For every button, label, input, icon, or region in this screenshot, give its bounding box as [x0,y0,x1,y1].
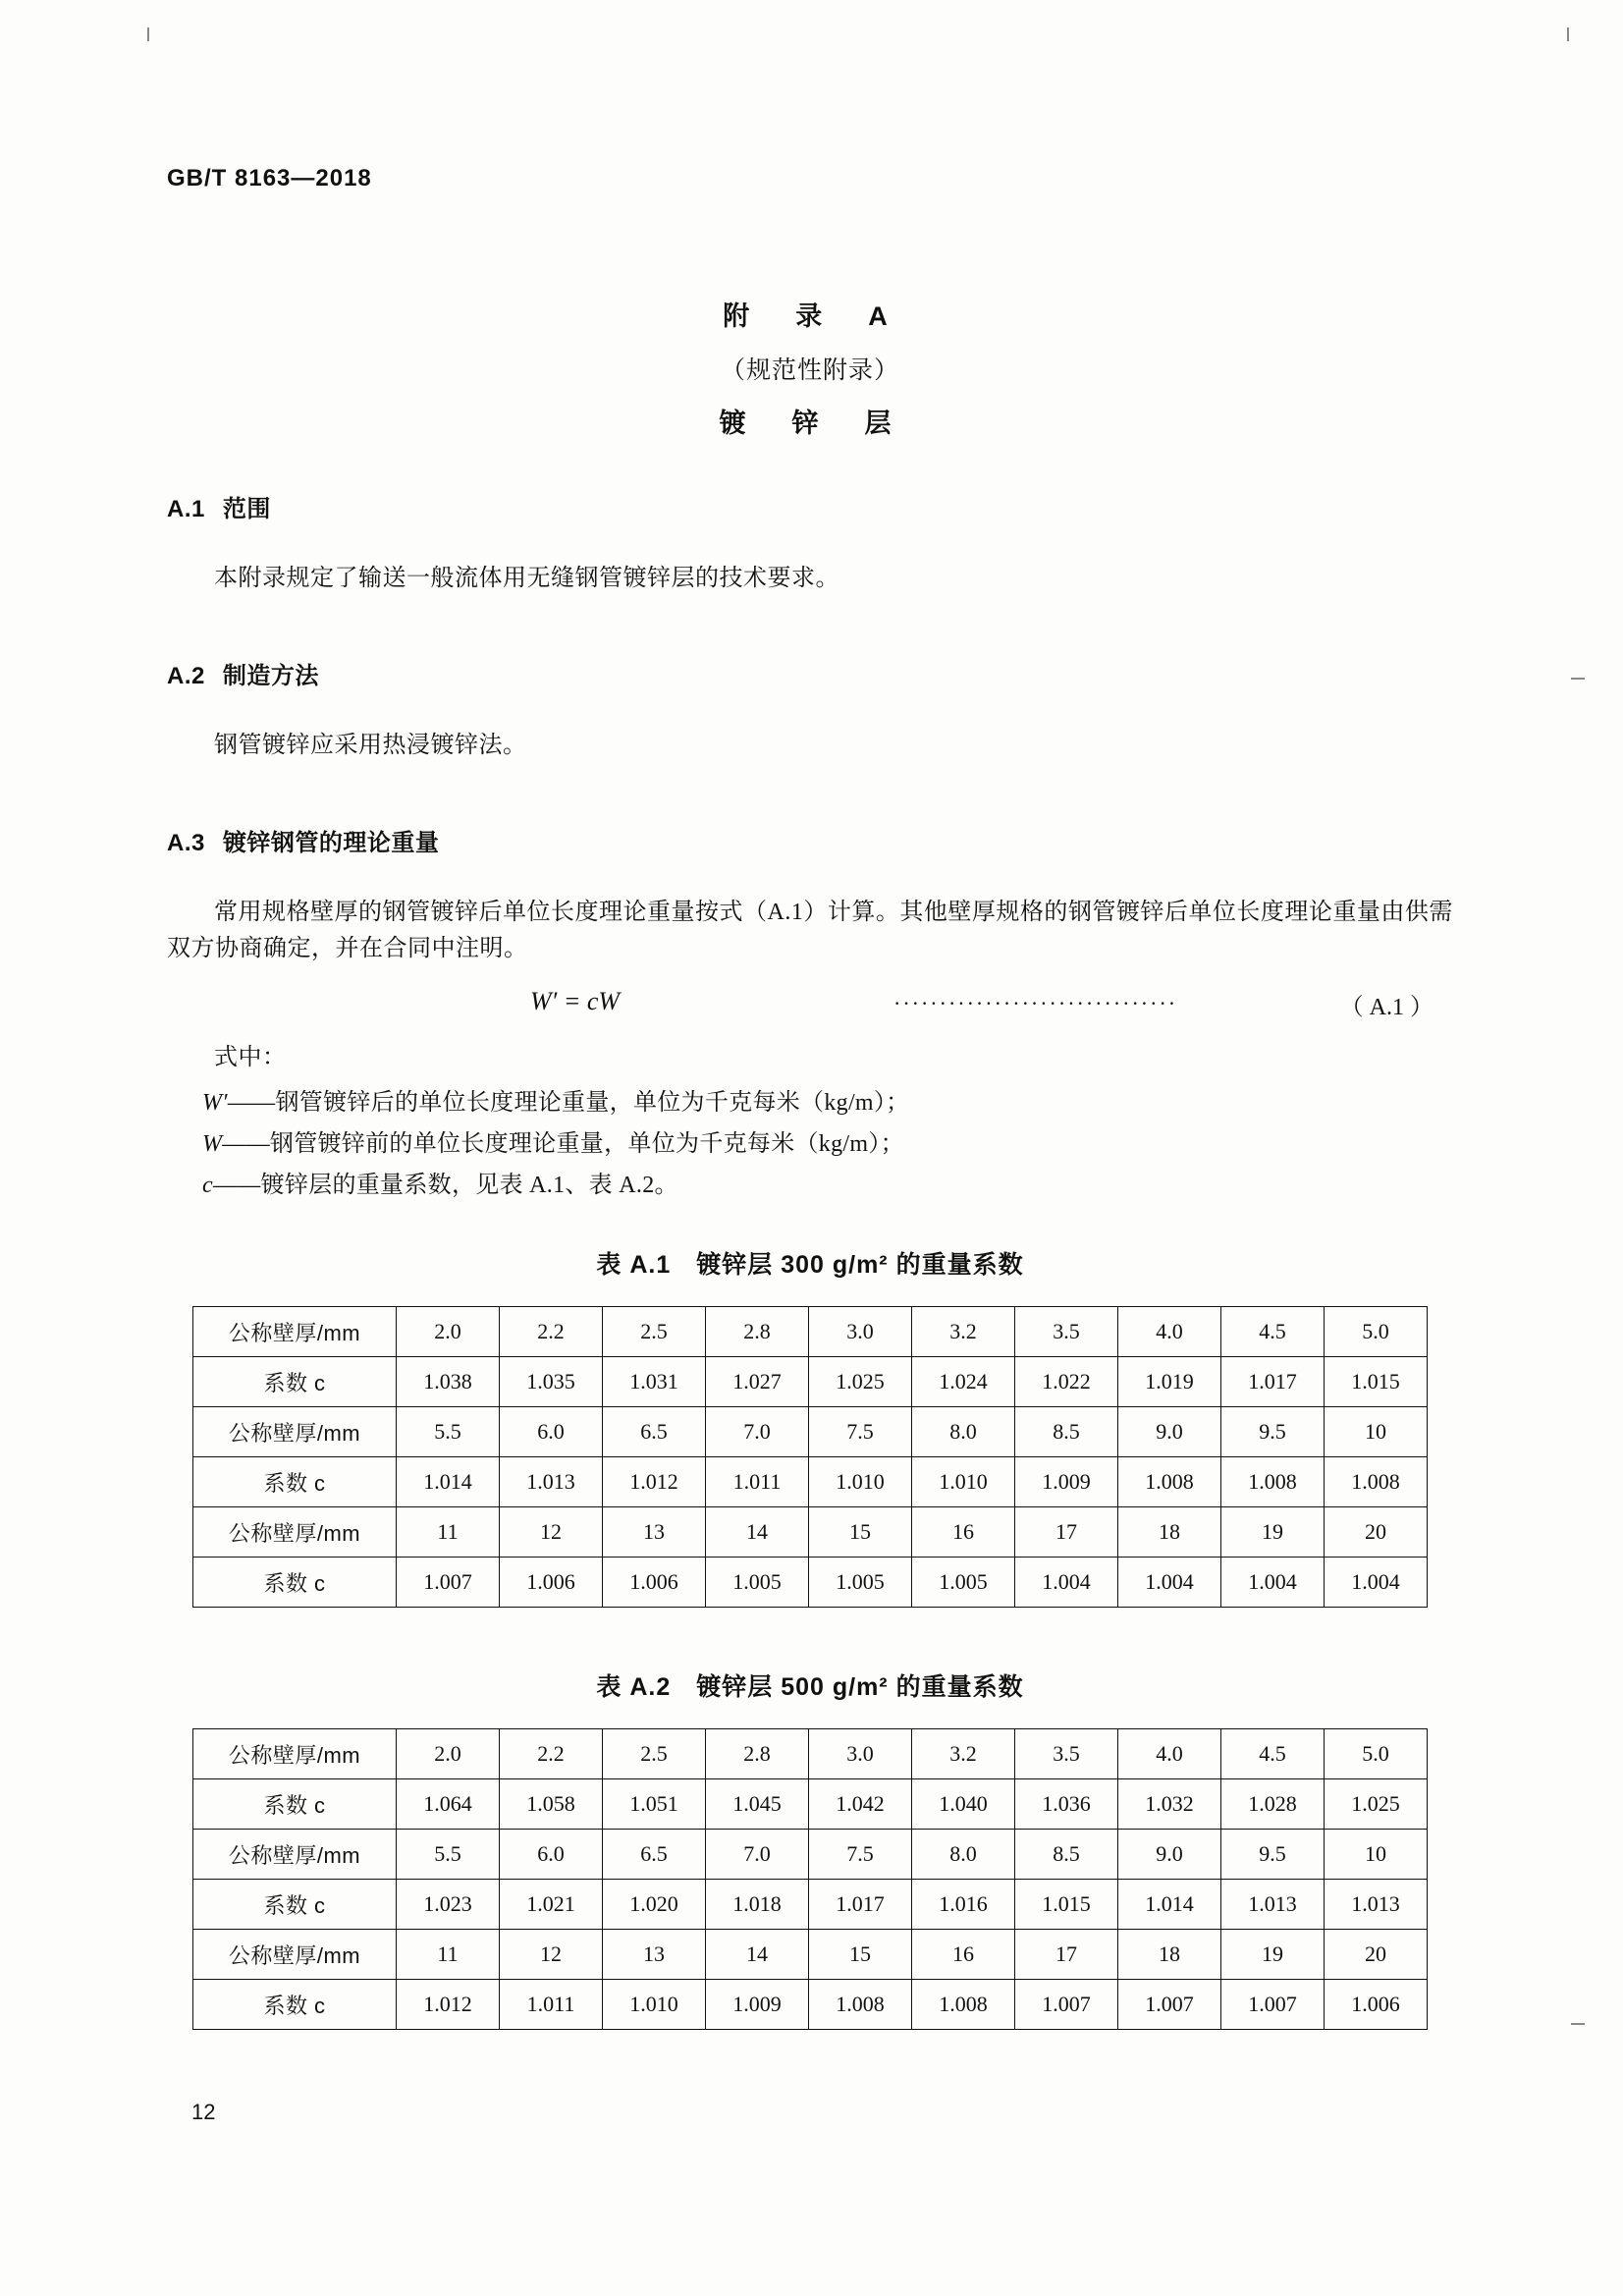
edge-mark-top-right [1567,27,1569,41]
row-label-coefficient: 系数 c [193,1558,397,1608]
section-a1-heading [167,489,1453,523]
cell: 5.5 [397,1830,500,1880]
section-a1 [167,489,1453,597]
cell: 3.0 [809,1729,912,1779]
cell: 1.007 [397,1558,500,1608]
cell: 1.017 [809,1880,912,1930]
row-label-thickness: 公称壁厚/mm [193,1307,397,1357]
cell: 1.011 [500,1980,603,2030]
cell: 1.038 [397,1357,500,1407]
definition-w [202,1126,1453,1162]
table-row [193,1407,1428,1457]
formula-leader-dots: ······························· [893,991,1178,1016]
cell: 1.018 [706,1880,809,1930]
cell: 1.007 [1118,1980,1221,2030]
annex-subtitle: （规范性附录） [720,356,899,384]
cell: 2.2 [500,1729,603,1779]
cell: 4.5 [1221,1307,1325,1357]
cell: 1.025 [809,1357,912,1407]
row-label-coefficient: 系数 c [193,1357,397,1407]
table-row [193,1558,1428,1608]
cell: 1.013 [500,1457,603,1507]
annex-name: 镀 锌 层 [719,409,901,438]
cell: 13 [603,1930,706,1980]
symbol-w-prime: W′ [202,1089,228,1116]
cell: 1.032 [1118,1779,1221,1830]
table-row [193,1457,1428,1507]
cell: 1.024 [912,1357,1015,1407]
edge-mark-right-upper [1571,678,1585,680]
cell: 16 [912,1507,1015,1558]
cell: 10 [1325,1830,1428,1880]
row-label-thickness: 公称壁厚/mm [193,1407,397,1457]
annex-heading-block [167,295,1453,440]
cell: 1.012 [397,1980,500,2030]
cell: 1.004 [1325,1558,1428,1608]
cell: 1.035 [500,1357,603,1407]
cell: 20 [1325,1930,1428,1980]
cell: 11 [397,1507,500,1558]
cell: 4.0 [1118,1307,1221,1357]
cell: 1.004 [1221,1558,1325,1608]
cell: 7.0 [706,1830,809,1880]
cell: 3.5 [1015,1307,1118,1357]
cell: 1.040 [912,1779,1015,1830]
cell: 18 [1118,1930,1221,1980]
table-row [193,1507,1428,1558]
cell: 2.0 [397,1729,500,1779]
cell: 18 [1118,1507,1221,1558]
formula-number: （ A.1 ） [1339,995,1434,1021]
cell: 1.014 [1118,1880,1221,1930]
cell: 1.009 [706,1980,809,2030]
section-a1-paragraph: 本附录规定了输送一般流体用无缝钢管镀锌层的技术要求。 [214,566,839,591]
section-a1-number: A.1 [167,496,205,522]
cell: 4.5 [1221,1729,1325,1779]
page-number: 12 [191,2100,216,2124]
cell: 1.007 [1015,1980,1118,2030]
table-a2-block [167,1667,1453,2030]
cell: 7.0 [706,1407,809,1457]
cell: 17 [1015,1930,1118,1980]
cell: 11 [397,1930,500,1980]
cell: 1.011 [706,1457,809,1507]
cell: 1.058 [500,1779,603,1830]
section-a1-title: 范围 [222,496,271,522]
section-a2-title: 制造方法 [222,663,319,689]
symbol-c: c [202,1172,213,1198]
cell: 6.0 [500,1830,603,1880]
definition-w-prime [202,1085,1453,1121]
section-a2 [167,656,1453,764]
cell: 15 [809,1930,912,1980]
cell: 14 [706,1507,809,1558]
cell: 2.5 [603,1729,706,1779]
cell: 1.006 [500,1558,603,1608]
cell: 16 [912,1930,1015,1980]
table-a2-caption: 表 A.2 镀锌层 500 g/m² 的重量系数 [596,1673,1024,1701]
edge-mark-right-lower [1571,2023,1585,2025]
where-label: 式中： [214,1045,287,1071]
cell: 1.022 [1015,1357,1118,1407]
cell: 2.8 [706,1307,809,1357]
section-a2-number: A.2 [167,663,205,689]
cell: 1.010 [912,1457,1015,1507]
cell: 1.013 [1325,1880,1428,1930]
table-a1-body [193,1307,1428,1608]
cell: 1.016 [912,1880,1015,1930]
table-row [193,1729,1428,1779]
row-label-coefficient: 系数 c [193,1779,397,1830]
cell: 14 [706,1930,809,1980]
table-row [193,1980,1428,2030]
cell: 1.023 [397,1880,500,1930]
cell: 1.005 [706,1558,809,1608]
row-label-coefficient: 系数 c [193,1880,397,1930]
cell: 1.010 [603,1980,706,2030]
standard-code: GB/T 8163—2018 [167,165,372,191]
cell: 19 [1221,1930,1325,1980]
cell: 6.5 [603,1830,706,1880]
row-label-coefficient: 系数 c [193,1457,397,1507]
row-label-thickness: 公称壁厚/mm [193,1507,397,1558]
definition-c [202,1168,1453,1203]
row-label-thickness: 公称壁厚/mm [193,1930,397,1980]
cell: 1.017 [1221,1357,1325,1407]
cell: 17 [1015,1507,1118,1558]
cell: 1.014 [397,1457,500,1507]
cell: 7.5 [809,1407,912,1457]
table-row [193,1779,1428,1830]
cell: 1.028 [1221,1779,1325,1830]
cell: 1.025 [1325,1779,1428,1830]
cell: 4.0 [1118,1729,1221,1779]
definition-c-text: ——镀锌层的重量系数，见表 A.1、表 A.2。 [212,1172,678,1198]
cell: 1.008 [912,1980,1015,2030]
cell: 6.0 [500,1407,603,1457]
table-a1-block [167,1245,1453,1608]
cell: 2.5 [603,1307,706,1357]
cell: 1.021 [500,1880,603,1930]
cell: 3.2 [912,1307,1015,1357]
table-row [193,1880,1428,1930]
section-a2-heading [167,656,1453,690]
cell: 1.064 [397,1779,500,1830]
edge-mark-top-left [147,27,149,41]
table-a1 [192,1306,1428,1608]
definition-w-text: ——钢管镀锌前的单位长度理论重量，单位为千克每米（kg/m）； [222,1130,904,1157]
cell: 1.005 [809,1558,912,1608]
cell: 1.004 [1015,1558,1118,1608]
cell: 3.5 [1015,1729,1118,1779]
cell: 1.006 [603,1558,706,1608]
cell: 1.027 [706,1357,809,1407]
cell: 1.031 [603,1357,706,1407]
cell: 9.5 [1221,1407,1325,1457]
cell: 8.0 [912,1830,1015,1880]
cell: 1.008 [1118,1457,1221,1507]
section-a3-heading [167,823,1453,857]
cell: 15 [809,1507,912,1558]
cell: 1.020 [603,1880,706,1930]
cell: 3.2 [912,1729,1015,1779]
cell: 1.009 [1015,1457,1118,1507]
section-a2-paragraph: 钢管镀锌应采用热浸镀锌法。 [214,733,527,758]
section-a3-title: 镀锌钢管的理论重量 [222,830,440,856]
row-label-coefficient: 系数 c [193,1980,397,2030]
cell: 12 [500,1507,603,1558]
cell: 12 [500,1930,603,1980]
cell: 1.036 [1015,1779,1118,1830]
cell: 5.0 [1325,1307,1428,1357]
cell: 1.008 [1221,1457,1325,1507]
cell: 19 [1221,1507,1325,1558]
annex-title: 附 录 A [723,301,897,331]
section-a3 [167,823,1453,1203]
section-a3-number: A.3 [167,830,205,856]
section-a3-paragraph: 常用规格壁厚的钢管镀锌后单位长度理论重量按式（A.1）计算。其他壁厚规格的钢管镀锌后单位长度理论重量由供需双方协商确定，并在合同中注明。 [167,900,1453,962]
cell: 20 [1325,1507,1428,1558]
cell: 1.007 [1221,1980,1325,2030]
row-label-thickness: 公称壁厚/mm [193,1729,397,1779]
cell: 1.015 [1015,1880,1118,1930]
cell: 10 [1325,1407,1428,1457]
cell: 1.005 [912,1558,1015,1608]
formula-expression: W′ = cW [530,987,621,1016]
cell: 1.019 [1118,1357,1221,1407]
cell: 5.5 [397,1407,500,1457]
cell: 1.008 [1325,1457,1428,1507]
cell: 6.5 [603,1407,706,1457]
cell: 5.0 [1325,1729,1428,1779]
table-row [193,1930,1428,1980]
row-label-thickness: 公称壁厚/mm [193,1830,397,1880]
cell: 9.0 [1118,1407,1221,1457]
cell: 7.5 [809,1830,912,1880]
cell: 8.5 [1015,1407,1118,1457]
cell: 8.5 [1015,1830,1118,1880]
table-row [193,1357,1428,1407]
formula-row [167,987,1453,1032]
cell: 1.004 [1118,1558,1221,1608]
symbol-w: W [202,1130,223,1157]
table-row [193,1307,1428,1357]
cell: 1.013 [1221,1880,1325,1930]
cell: 1.006 [1325,1980,1428,2030]
definition-w-prime-text: ——钢管镀锌后的单位长度理论重量，单位为千克每米（kg/m）； [227,1089,910,1116]
cell: 2.8 [706,1729,809,1779]
cell: 1.008 [809,1980,912,2030]
table-a1-caption: 表 A.1 镀锌层 300 g/m² 的重量系数 [596,1251,1024,1279]
table-row [193,1830,1428,1880]
cell: 2.2 [500,1307,603,1357]
cell: 9.5 [1221,1830,1325,1880]
cell: 1.012 [603,1457,706,1507]
table-a2 [192,1728,1428,2030]
cell: 8.0 [912,1407,1015,1457]
cell: 1.015 [1325,1357,1428,1407]
cell: 1.051 [603,1779,706,1830]
cell: 1.045 [706,1779,809,1830]
cell: 13 [603,1507,706,1558]
cell: 3.0 [809,1307,912,1357]
cell: 2.0 [397,1307,500,1357]
table-a2-body [193,1729,1428,2030]
cell: 1.010 [809,1457,912,1507]
cell: 9.0 [1118,1830,1221,1880]
cell: 1.042 [809,1779,912,1830]
